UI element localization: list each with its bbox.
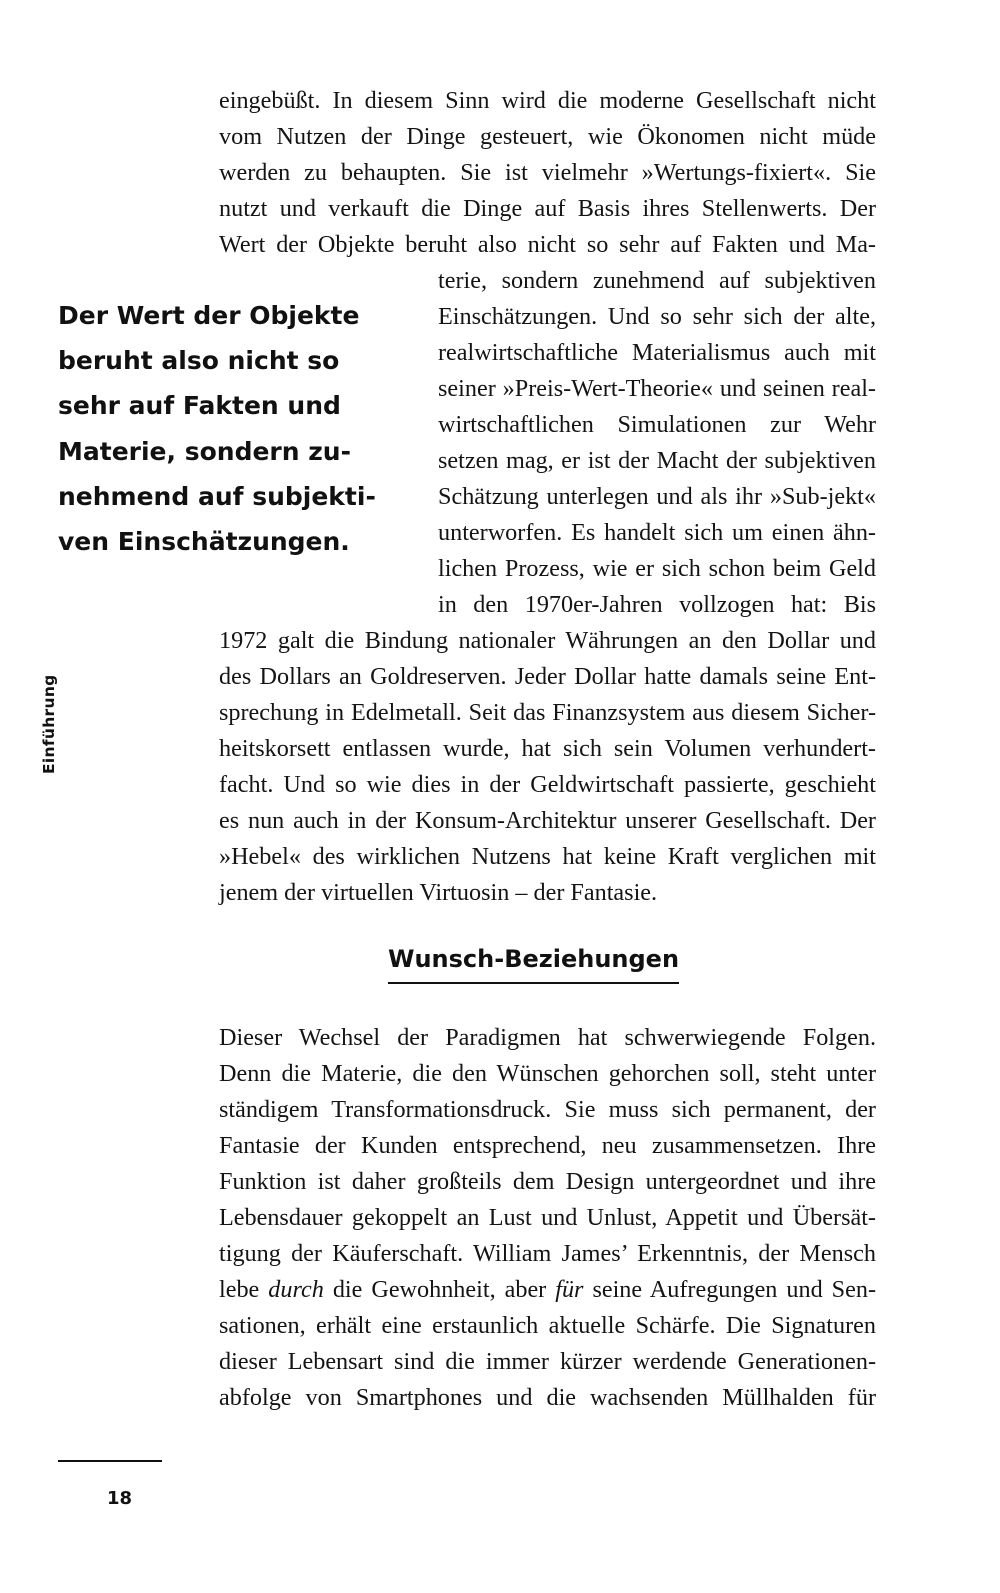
body-line: des Dollars an Goldreserven. Jeder Dollar hatte damals seine Ent- <box>219 663 876 690</box>
body-line: sprechung in Edelmetall. Seit das Finanzsystem aus diesem Sicher- <box>219 699 876 726</box>
body-line-wrap: Schätzung unterlegen und als ihr »Sub-jekt« <box>438 483 876 510</box>
body-line: 1972 galt die Bindung nationaler Währungen an den Dollar und <box>219 627 876 654</box>
text-run: seine Aufregungen und Sen- <box>583 1276 876 1303</box>
body-line: nutzt und verkauft die Dinge auf Basis ihres Stellenwerts. Der <box>219 195 876 222</box>
body-line: es nun auch in der Konsum-Architektur unserer Gesellschaft. Der <box>219 807 876 834</box>
body-line: abfolge von Smartphones und die wachsenden Müllhalden für <box>219 1384 876 1411</box>
body-line: heitskorsett entlassen wurde, hat sich sein Volumen verhundert- <box>219 735 876 762</box>
emphasis: durch <box>268 1276 324 1303</box>
pull-quote-line: Der Wert der Objekte <box>58 301 360 330</box>
pull-quote-line: Materie, sondern zu- <box>58 436 351 466</box>
body-line-wrap: unterworfen. Es handelt sich um einen ähn- <box>438 519 876 546</box>
body-line <box>219 1272 876 1308</box>
body-line: Lebensdauer gekoppelt an Lust und Unlust, Appetit und Übersät- <box>219 1204 876 1231</box>
body-line: »Hebel« des wirklichen Nutzens hat keine Kraft verglichen mit <box>219 843 876 870</box>
running-head: Einführung <box>40 674 58 774</box>
body-line: Dieser Wechsel der Paradigmen hat schwerwiegende Folgen. <box>219 1024 876 1051</box>
pull-quote-line: sehr auf Fakten und <box>58 391 341 421</box>
text-run: die Gewohnheit, aber <box>323 1276 556 1303</box>
body-line: Funktion ist daher großteils dem Design untergeordnet und ihre <box>219 1168 876 1195</box>
pull-quote-line: beruht also nicht so <box>58 346 340 376</box>
body-line: ständigem Transformationsdruck. Sie muss sich permanent, der <box>219 1096 876 1123</box>
body-line-wrap: Einschätzungen. Und so sehr sich der alte, <box>438 303 876 330</box>
pull-quote <box>58 293 403 564</box>
body-line-wrap: realwirtschaftliche Materialismus auch mit <box>438 339 876 366</box>
body-line: werden zu behaupten. Sie ist vielmehr »Wertungs-fixiert«. Sie <box>219 159 876 186</box>
body-line-wrap: seiner »Preis-Wert-Theorie« und seinen real- <box>438 375 876 402</box>
body-line-wrap: terie, sondern zunehmend auf subjektiven <box>438 267 876 294</box>
body-line-wrap: wirtschaftlichen Simulationen zur Wehr <box>438 411 876 438</box>
body-line-wrap: setzen mag, er ist der Macht der subjektiven <box>438 447 876 474</box>
pull-quote-line: nehmend auf subjekti- <box>58 481 376 511</box>
page-number: 18 <box>107 1488 133 1509</box>
body-line: Fantasie der Kunden entsprechend, neu zusammensetzen. Ihre <box>219 1132 876 1159</box>
emphasis: für <box>555 1276 584 1303</box>
body-line: Wert der Objekte beruht also nicht so sehr auf Fakten und Ma- <box>219 231 876 258</box>
body-line: jenem der virtuellen Virtuosin – der Fantasie. <box>219 879 658 906</box>
body-line: facht. Und so wie dies in der Geldwirtschaft passierte, geschieht <box>219 771 876 798</box>
section-heading: Wunsch-Beziehungen <box>388 945 679 984</box>
body-line: eingebüßt. In diesem Sinn wird die moderne Gesellschaft nicht <box>219 87 876 114</box>
body-line: dieser Lebensart sind die immer kürzer werdende Generationen- <box>219 1348 876 1375</box>
body-line-wrap: in den 1970er-Jahren vollzogen hat: Bis <box>438 591 876 618</box>
body-line: vom Nutzen der Dinge gesteuert, wie Ökonomen nicht müde <box>219 123 876 150</box>
body-line: Denn die Materie, die den Wünschen gehorchen soll, steht unter <box>219 1060 876 1087</box>
pull-quote-line: ven Einschätzungen. <box>58 526 350 556</box>
footer-rule <box>58 1460 162 1462</box>
text-run: lebe <box>219 1276 269 1303</box>
body-line-wrap: lichen Prozess, wie er sich schon beim Geld <box>438 555 876 582</box>
body-line: sationen, erhält eine erstaunlich aktuelle Schärfe. Die Signaturen <box>219 1312 876 1339</box>
body-line: tigung der Käuferschaft. William James’ Erkenntnis, der Mensch <box>219 1240 876 1267</box>
